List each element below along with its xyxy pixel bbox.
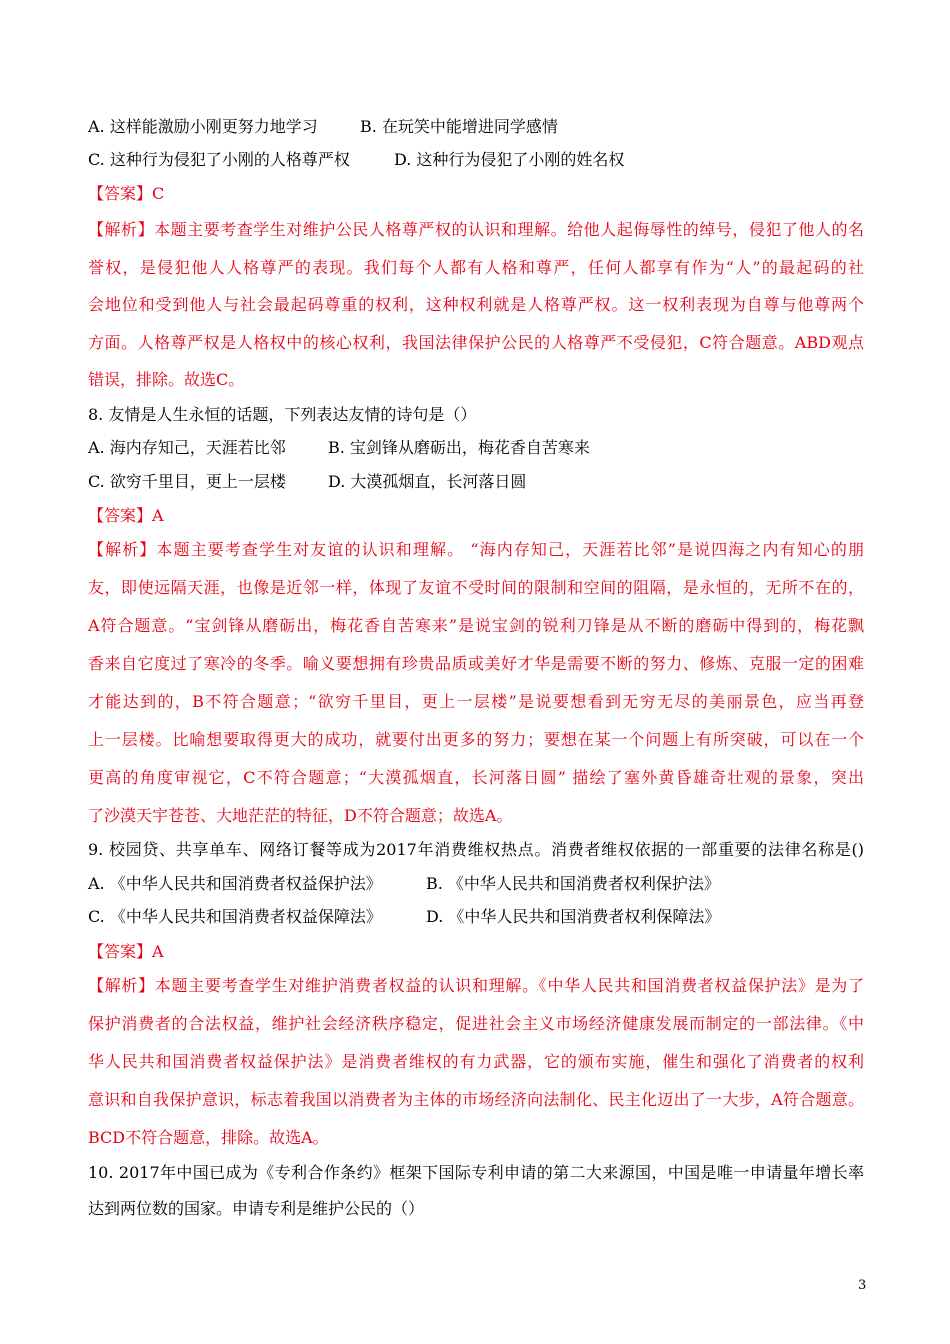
q8-analysis-line-6: 上一层楼。比喻想要取得更大的成功，就要付出更多的努力；要想在某一个问题上有所突破，可以在一个 [88, 730, 864, 749]
q8-analysis-line-8: 了沙漠天宇苍苍、大地茫茫的特征，D不符合题意；故选A。 [88, 806, 513, 825]
q9-option-d: D. 《中华人民共和国消费者权利保障法》 [426, 907, 721, 926]
q7-answer: 【答案】C [88, 184, 165, 203]
q7-analysis-line-1: 【解析】本题主要考查学生对维护公民人格尊严权的认识和理解。给他人起侮辱性的绰号，侵犯了他人的名 [88, 220, 864, 239]
q9-option-a: A. 《中华人民共和国消费者权益保护法》 [88, 874, 382, 893]
q9-analysis-line-2: 保护消费者的合法权益，维护社会经济秩序稳定，促进社会主义市场经济健康发展而制定的一部法律。《中 [88, 1014, 864, 1033]
q8-analysis-line-3: A符合题意。“宝剑锋从磨砺出，梅花香自苦寒来”是说宝剑的锐利刀锋是从不断的磨砺中得到的，梅花飘 [88, 616, 864, 635]
q9-analysis-line-1: 【解析】本题主要考查学生对维护消费者权益的认识和理解。《中华人民共和国消费者权益保护法》是为了 [88, 976, 864, 995]
q8-stem: 8. 友情是人生永恒的话题，下列表达友情的诗句是（） [88, 405, 477, 424]
q7-option-row-2 [88, 150, 624, 170]
q7-option-row-1 [88, 117, 558, 137]
q9-analysis-line-4: 意识和自我保护意识，标志着我国以消费者为主体的市场经济向法制化、民主化迈出了一大步，A符合题意。 [88, 1090, 864, 1109]
q8-analysis-line-1: 【解析】本题主要考查学生对友谊的认识和理解。 “海内存知己，天涯若比邻”是说四海之内有知心的朋 [88, 540, 864, 559]
q8-option-c: C. 欲穷千里目，更上一层楼 [88, 472, 286, 491]
q8-option-a: A. 海内存知己，天涯若比邻 [88, 438, 286, 457]
q7-analysis-line-4: 方面。人格尊严权是人格权中的核心权利，我国法律保护公民的人格尊严不受侵犯，C符合题意。ABD观点 [88, 333, 864, 352]
q8-analysis-line-4: 香来自它度过了寒冷的冬季。喻义要想拥有珍贵品质或美好才华是需要不断的努力、修炼、克服一定的困难 [88, 654, 864, 673]
q8-option-row-1 [88, 438, 590, 458]
q10-stem-line-1: 10. 2017年中国已成为《专利合作条约》框架下国际专利申请的第二大来源国，中国是唯一申请量年增长率 [88, 1163, 864, 1182]
q8-option-row-2 [88, 472, 526, 492]
q8-analysis-line-7: 更高的角度审视它，C不符合题意；“大漠孤烟直，长河落日圆” 描绘了塞外黄昏雄奇壮观的景象，突出 [88, 768, 864, 787]
q7-analysis-line-3: 会地位和受到他人与社会最起码尊重的权利，这种权利就是人格尊严权。这一权利表现为自尊与他尊两个 [88, 295, 864, 314]
q7-option-c: C. 这种行为侵犯了小刚的人格尊严权 [88, 150, 350, 169]
q7-option-d: D. 这种行为侵犯了小刚的姓名权 [394, 150, 625, 169]
q7-option-a: A. 这样能激励小刚更努力地学习 [88, 117, 318, 136]
q8-option-b: B. 宝剑锋从磨砺出，梅花香自苦寒来 [328, 438, 590, 457]
q9-option-row-2 [88, 907, 720, 927]
q9-analysis-line-3: 华人民共和国消费者权益保护法》是消费者维权的有力武器，它的颁布实施，催生和强化了消费者的权利 [88, 1052, 864, 1071]
q9-option-b: B. 《中华人民共和国消费者权利保护法》 [426, 874, 720, 893]
q9-stem: 9. 校园贷、共享单车、网络订餐等成为2017年消费维权热点。消费者维权依据的一部重要的法律名称是() [88, 840, 864, 859]
q8-option-d: D. 大漠孤烟直，长河落日圆 [328, 472, 527, 491]
q8-analysis-line-2: 友，即使远隔天涯，也像是近邻一样，体现了友谊不受时间的限制和空间的阻隔，是永恒的，无所不在的， [88, 578, 864, 597]
q10-stem-line-2: 达到两位数的国家。申请专利是维护公民的（） [88, 1199, 425, 1218]
q7-option-b: B. 在玩笑中能增进同学感情 [360, 117, 558, 136]
q9-answer: 【答案】A [88, 942, 164, 961]
q9-option-c: C. 《中华人民共和国消费者权益保障法》 [88, 907, 382, 926]
q8-analysis-line-5: 才能达到的，B不符合题意；“欲穷千里目，更上一层楼”是说要想看到无穷无尽的美丽景色，应当再登 [88, 692, 864, 711]
page-number: 3 [858, 1278, 867, 1293]
q8-answer: 【答案】A [88, 506, 164, 525]
q9-analysis-line-5: BCD不符合题意，排除。故选A。 [88, 1128, 329, 1147]
q7-analysis-line-5: 错误，排除。故选C。 [88, 370, 245, 389]
q7-analysis-line-2: 誉权，是侵犯他人人格尊严的表现。我们每个人都有人格和尊严，任何人都享有作为“人”的最起码的社 [88, 258, 864, 277]
q9-option-row-1 [88, 874, 720, 894]
